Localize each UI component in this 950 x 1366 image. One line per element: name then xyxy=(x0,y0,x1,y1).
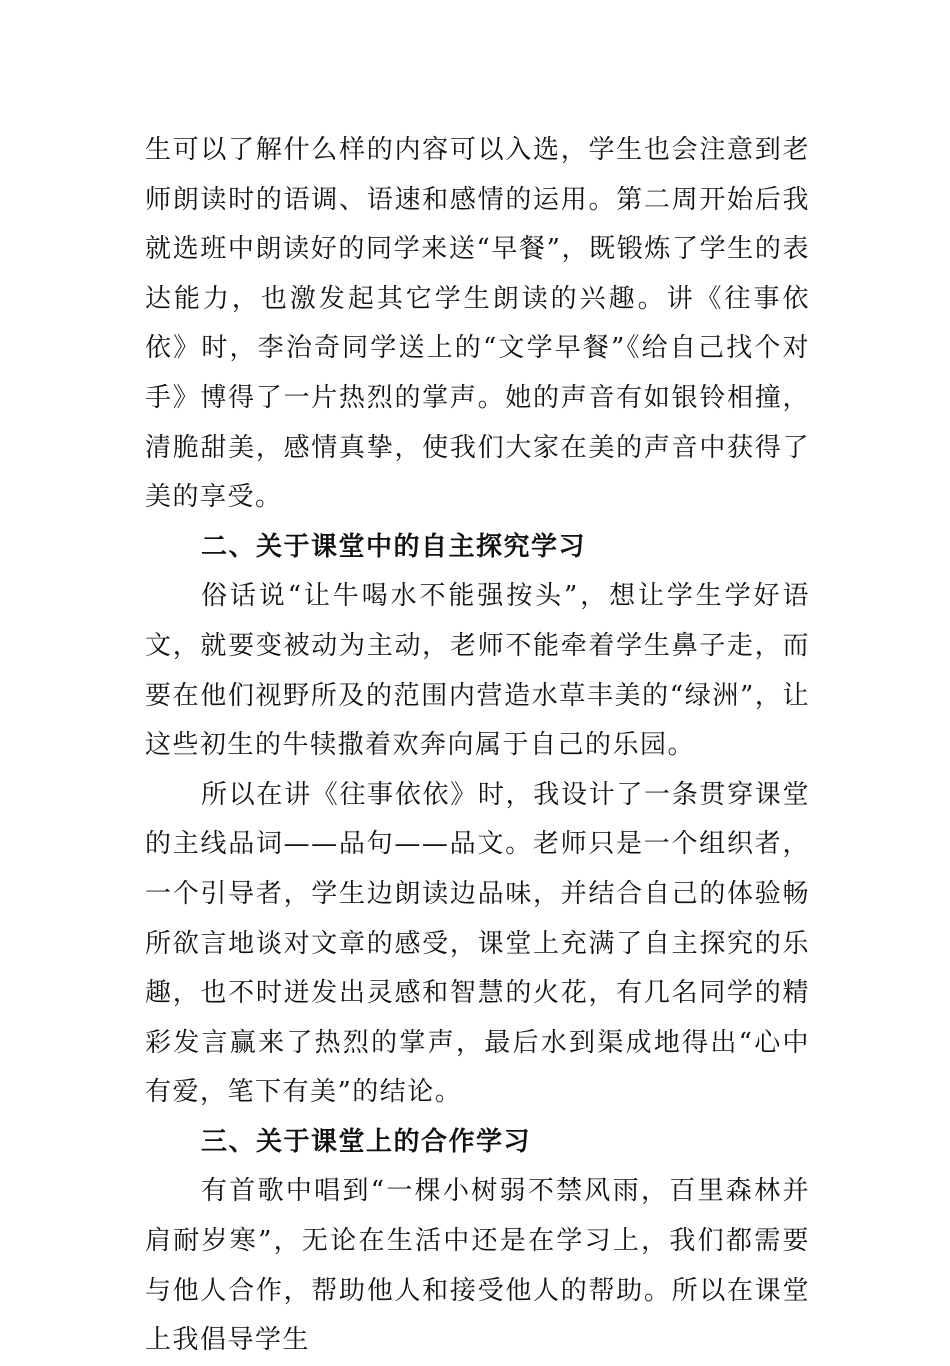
paragraph-song: 有首歌中唱到“一棵小树弱不禁风雨，百里森林并肩耐岁寒”，无论在生活中还是在学习上，我们都需要与他人合作，帮助他人和接受他人的帮助。所以在课堂上我倡导学生 xyxy=(145,1176,810,1356)
paragraph-main-thread: 所以在讲《往事依依》时，我设计了一条贯穿课堂的主线品词——品句——品文。老师只是一个组织者，一个引导者，学生边朗读边品味，并结合自己的体验畅所欲言地谈对文章的感受，课堂上充满了自主探究的乐趣，也不时迸发出灵感和智慧的火花，有几名同学的精彩发言赢来了热烈的掌声，最后水到渠成地得出“心中有爱，笔下有美”的结论。 xyxy=(145,779,810,1108)
document-page xyxy=(145,126,810,1366)
section-heading-cooperative: 三、关于课堂上的合作学习 xyxy=(201,1126,532,1157)
section-heading-self-inquiry: 二、关于课堂中的自主探究学习 xyxy=(201,531,587,562)
paragraph-proverb: 俗话说“让牛喝水不能强按头”，想让学生学好语文，就要变被动为主动，老师不能牵着学生鼻子走，而要在他们视野所及的范围内营造水草丰美的“绿洲”，让这些初生的牛犊撒着欢奔向属于自己的乐园。 xyxy=(145,581,810,761)
paragraph-reading-breakfast: 生可以了解什么样的内容可以入选，学生也会注意到老师朗读时的语调、语速和感情的运用。第二周开始后我就选班中朗读好的同学来送“早餐”，既锻炼了学生的表达能力，也激发起其它学生朗读的兴趣。讲《往事依依》时，李治奇同学送上的“文学早餐”《给自己找个对手》博得了一片热烈的掌声。她的声音有如银铃相撞，清脆甜美，感情真挚，使我们大家在美的声音中获得了美的享受。 xyxy=(145,135,810,513)
